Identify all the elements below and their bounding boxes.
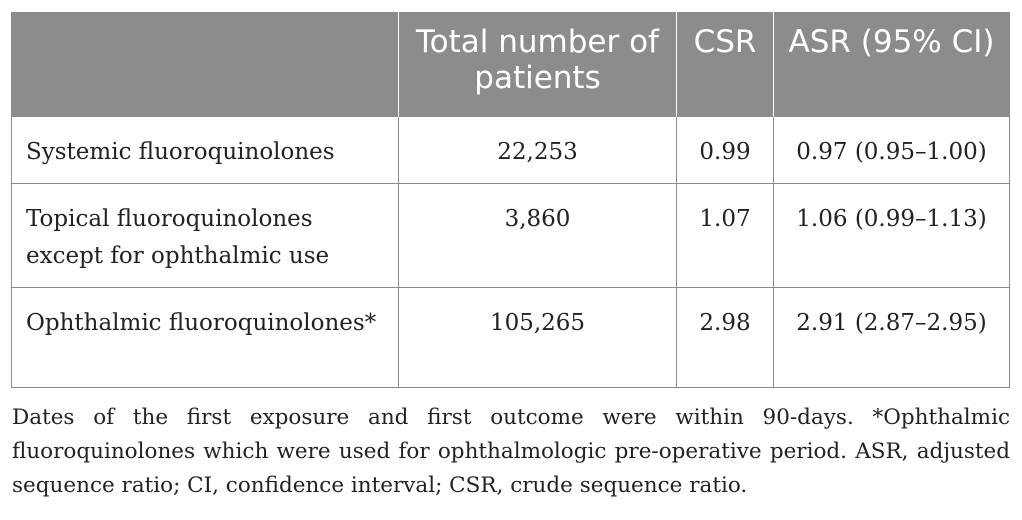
results-table	[11, 12, 1010, 388]
asr-cell: 0.97 (0.95–1.00)	[774, 117, 1010, 184]
header-row	[12, 13, 1010, 117]
header-cell-csr: CSR	[677, 13, 774, 117]
total-patients-cell: 3,860	[399, 184, 677, 288]
table-footnote: Dates of the first exposure and first outcome were within 90-days. *Ophthalmic fluoroquinolones which were used for ophthalmologic pre-operative period. ASR, adjusted sequence ratio; CI, confidence interval; CSR, crude sequence ratio.	[12, 405, 1010, 498]
row-label: Ophthalmic fluoroquinolones*	[12, 288, 399, 388]
row-label: Systemic fluoroquinolones	[12, 117, 399, 184]
table-row	[12, 288, 1010, 388]
csr-cell: 0.99	[677, 117, 774, 184]
asr-cell: 1.06 (0.99–1.13)	[774, 184, 1010, 288]
table-container	[11, 12, 1011, 388]
csr-cell: 1.07	[677, 184, 774, 288]
table-row	[12, 184, 1010, 288]
row-label: Topical fluoroquinolones except for ophthalmic use	[12, 184, 399, 288]
csr-cell: 2.98	[677, 288, 774, 388]
total-patients-cell: 22,253	[399, 117, 677, 184]
header-cell-total-patients: Total number of patients	[399, 13, 677, 117]
header-cell-asr: ASR (95% CI)	[774, 13, 1010, 117]
header-cell-empty	[12, 13, 399, 117]
total-patients-cell: 105,265	[399, 288, 677, 388]
table-row	[12, 117, 1010, 184]
asr-cell: 2.91 (2.87–2.95)	[774, 288, 1010, 388]
